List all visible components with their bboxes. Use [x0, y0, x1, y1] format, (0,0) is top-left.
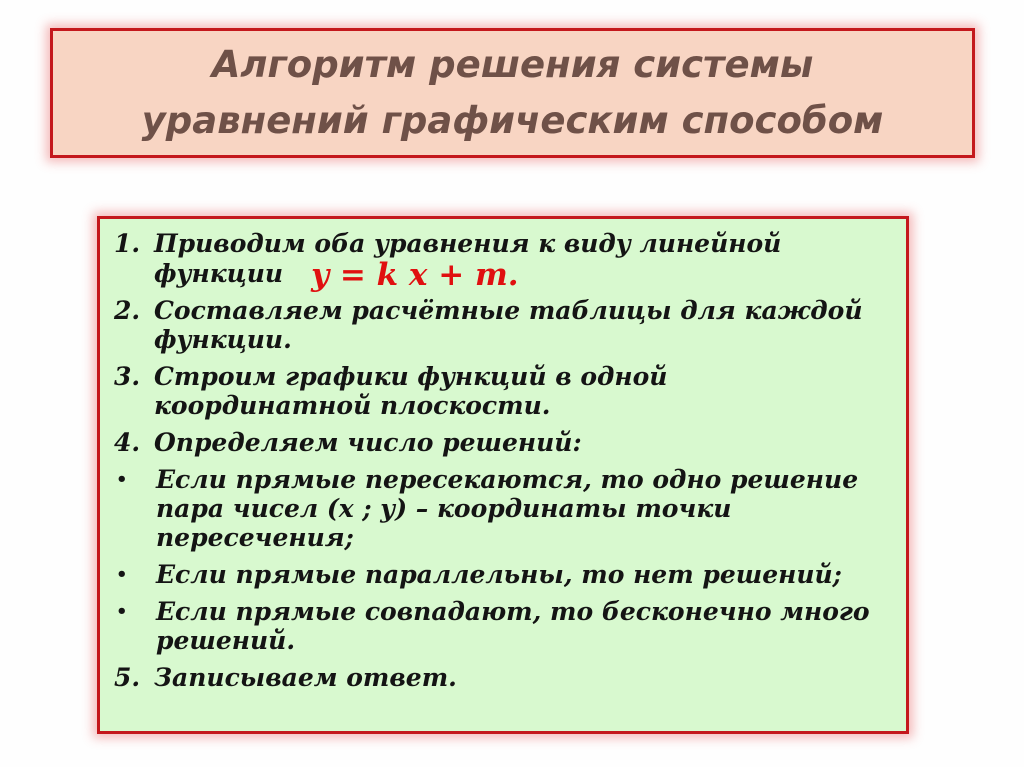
case-coincident — [114, 597, 896, 655]
linear-function-formula: y = k x + m. — [311, 257, 519, 293]
bullet: • — [116, 601, 128, 622]
title-banner — [50, 28, 975, 158]
step-text — [154, 428, 896, 457]
bullet: • — [116, 564, 128, 585]
step-1 — [114, 229, 896, 293]
step-number: 5. — [114, 663, 141, 692]
title-line-2: уравнений графическим способом — [141, 99, 884, 142]
step-text — [156, 597, 896, 655]
step-line: пересечения; — [156, 523, 354, 552]
step-4 — [114, 428, 896, 457]
step-line: Если прямые совпадают, то бесконечно много — [156, 597, 870, 626]
step-line: Строим графики функций в одной — [154, 362, 668, 391]
step-line: пара чисел (х ; у) – координаты точки — [156, 494, 732, 523]
step-text — [154, 229, 896, 293]
step-line: Определяем число решений: — [154, 428, 582, 457]
title-line-1: Алгоритм решения системы — [211, 43, 814, 86]
step-text — [156, 560, 896, 589]
step-line: Если прямые параллельны, то нет решений; — [156, 560, 842, 589]
algorithm-steps-panel — [97, 216, 909, 734]
step-line: Составляем расчётные таблицы для каждой — [154, 296, 863, 325]
step-line: координатной плоскости. — [154, 391, 551, 420]
step-3 — [114, 362, 896, 420]
step-line: функции. — [154, 325, 292, 354]
step-line-with-formula — [154, 257, 896, 293]
case-intersecting — [114, 465, 896, 552]
step-text — [154, 362, 896, 420]
case-parallel — [114, 560, 896, 589]
step-number: 1. — [114, 229, 141, 258]
step-line: Если прямые пересекаются, то одно решение — [156, 465, 859, 494]
step-line: Записываем ответ. — [154, 663, 457, 692]
step-line: Приводим оба уравнения к виду линейной — [154, 229, 782, 258]
step-number: 2. — [114, 296, 141, 325]
step-text — [156, 465, 896, 552]
bullet: • — [116, 469, 128, 490]
step-number: 4. — [114, 428, 141, 457]
step-number: 3. — [114, 362, 141, 391]
step-2 — [114, 296, 896, 354]
step-line: решений. — [156, 626, 296, 655]
step-line: функции — [154, 259, 284, 288]
step-text — [154, 296, 896, 354]
step-5 — [114, 663, 896, 692]
step-text — [154, 663, 896, 692]
